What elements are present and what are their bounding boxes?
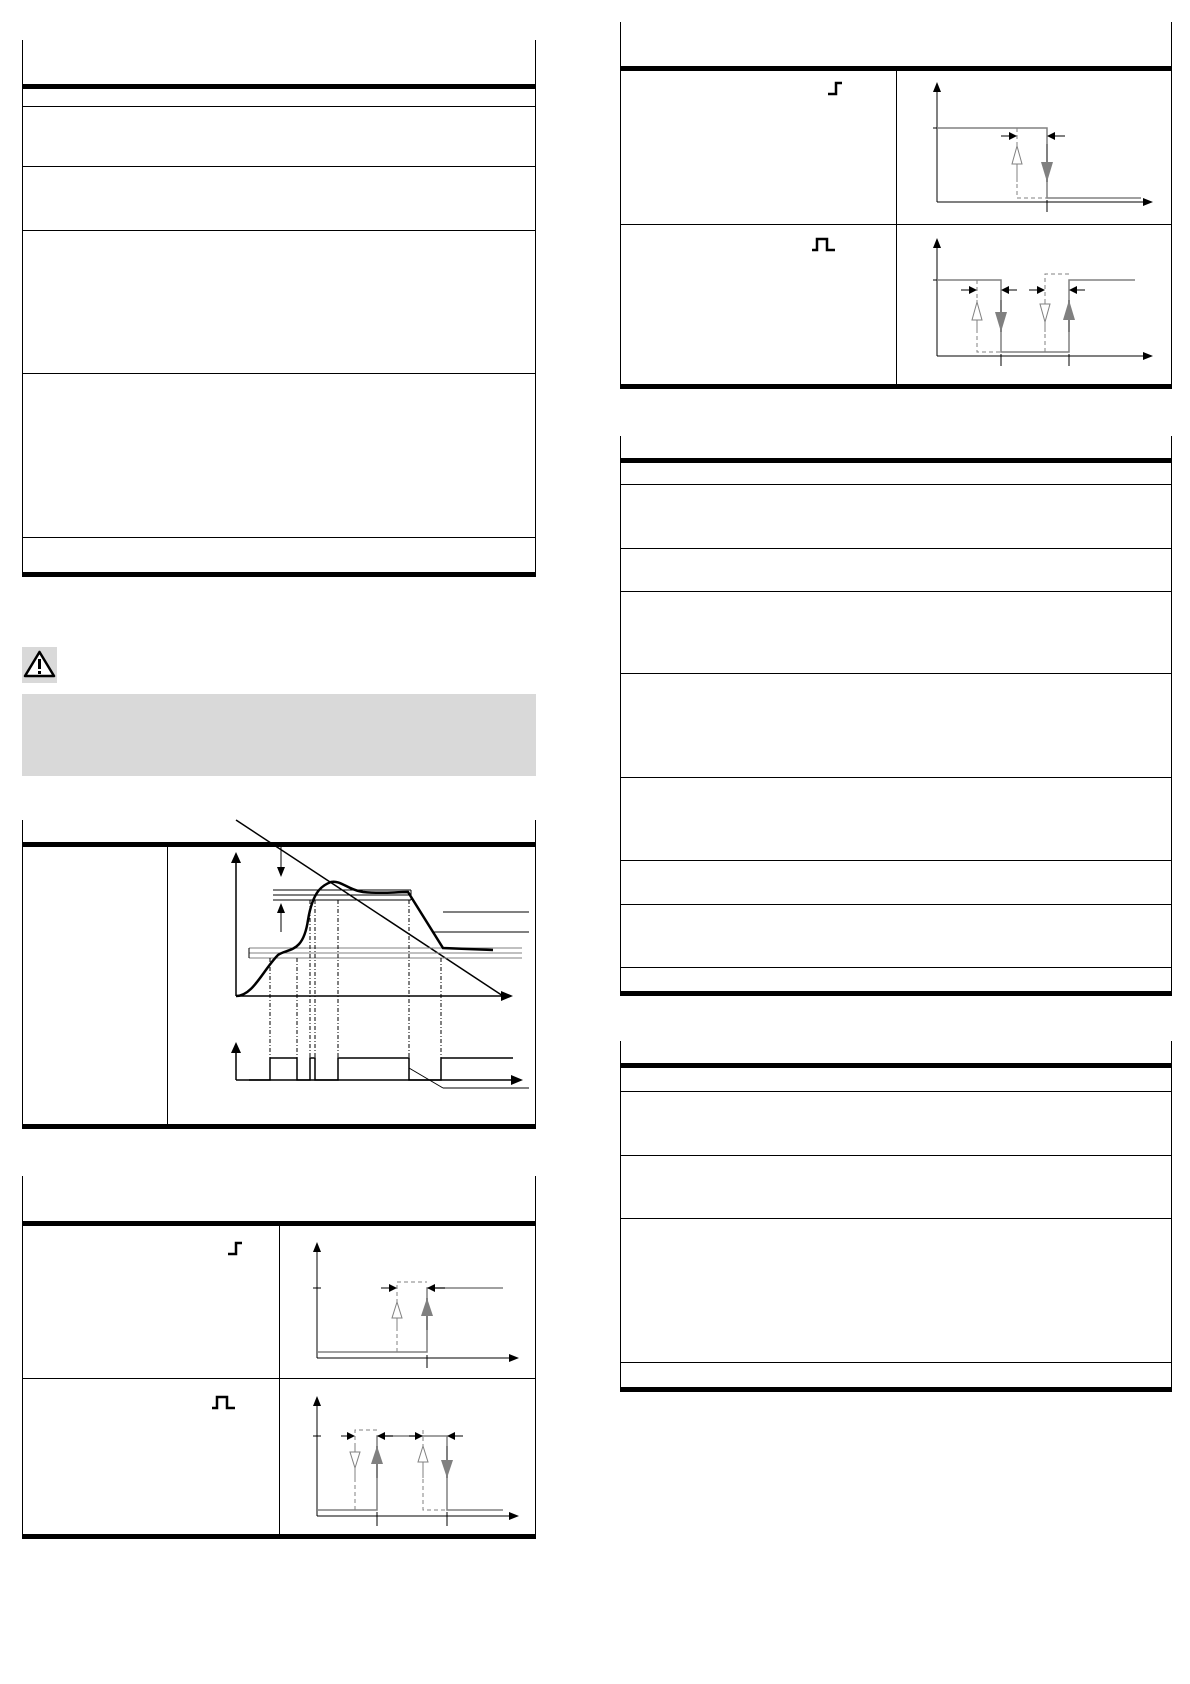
table-row: [621, 1219, 1171, 1362]
table-row: [621, 1092, 1171, 1155]
settings-table-b: [620, 1041, 1172, 1392]
table-row: [621, 549, 1171, 591]
table-row: [621, 778, 1171, 860]
warning-triangle-icon: [22, 647, 57, 683]
table-row: [621, 674, 1171, 777]
window-switch-diagram: [909, 226, 1169, 386]
table-row: [621, 485, 1171, 548]
switching-table-left: [22, 1176, 536, 1539]
pulse-icon: [811, 236, 837, 252]
parameter-table-row: [23, 167, 535, 230]
warning-tag: [22, 647, 57, 683]
table-row: [621, 861, 1171, 904]
parameter-table-row: [23, 107, 535, 166]
switching-table-right: [620, 22, 1172, 389]
window-comparator-diagram: [23, 820, 537, 1124]
falling-switch-diagram: [909, 72, 1169, 222]
table-row: [621, 1156, 1171, 1218]
parameter-table-row: [23, 374, 535, 537]
parameter-table-row: [23, 231, 535, 373]
window-switch-diagram: [293, 1382, 533, 1534]
settings-table-a: [620, 436, 1172, 996]
rising-switch-diagram: [293, 1230, 533, 1370]
falling-edge-step-icon: [826, 80, 844, 96]
table-row: [621, 592, 1171, 673]
window-diagram-table: [22, 820, 536, 1129]
rising-edge-step-icon: [226, 1240, 244, 1256]
parameter-table: [22, 40, 536, 577]
pulse-icon: [211, 1394, 237, 1410]
table-row: [621, 905, 1171, 967]
warning-text-box: [22, 694, 536, 776]
